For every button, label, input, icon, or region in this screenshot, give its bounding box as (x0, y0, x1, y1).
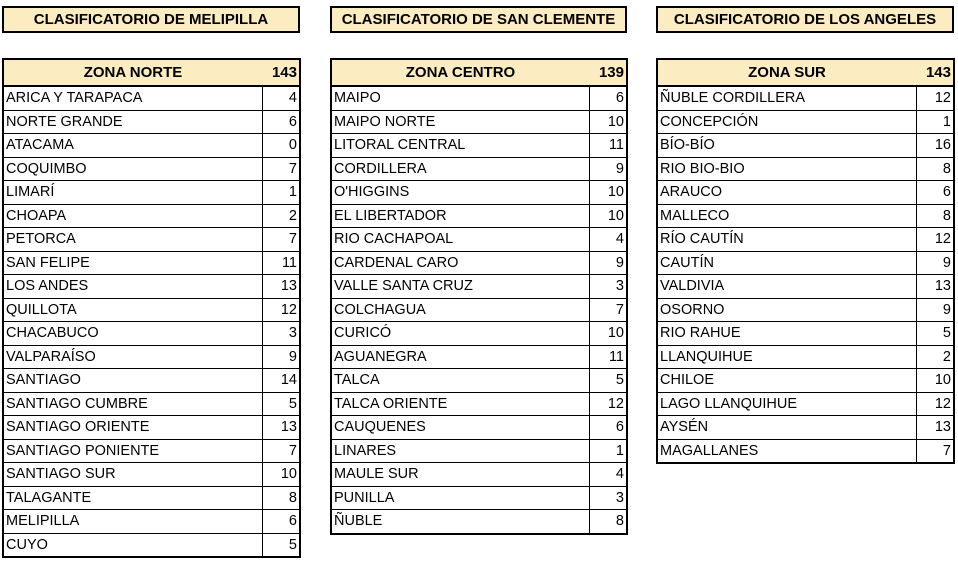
table-row (331, 181, 627, 205)
association-name: PUNILLA (331, 486, 589, 510)
association-name: COQUIMBO (3, 157, 262, 181)
association-count: 10 (262, 463, 300, 487)
association-name: RÍO CAUTÍN (657, 228, 916, 252)
table-row (657, 392, 954, 416)
association-name: VALLE SANTA CRUZ (331, 275, 589, 299)
table-row (657, 369, 954, 393)
table-row (657, 416, 954, 440)
table-row (657, 86, 954, 110)
association-count: 1 (589, 439, 627, 463)
association-count: 7 (262, 439, 300, 463)
association-name: CURICÓ (331, 322, 589, 346)
table-row (657, 322, 954, 346)
association-name: RIO CACHAPOAL (331, 228, 589, 252)
table-row (657, 134, 954, 158)
association-count: 14 (262, 369, 300, 393)
table-row (3, 110, 300, 134)
zone-table-sur (656, 58, 955, 464)
zone-header (3, 59, 300, 86)
table-row (331, 369, 627, 393)
title-los-angeles: CLASIFICATORIO DE LOS ANGELES (656, 6, 954, 33)
zone-table-norte (2, 58, 301, 558)
association-count: 10 (916, 369, 954, 393)
table-row (3, 392, 300, 416)
table-row (3, 369, 300, 393)
association-count: 3 (262, 322, 300, 346)
association-count: 5 (589, 369, 627, 393)
table-row (331, 416, 627, 440)
table-row (657, 110, 954, 134)
association-count: 5 (262, 533, 300, 557)
association-count: 12 (916, 228, 954, 252)
table-row (657, 275, 954, 299)
title-san-clemente: CLASIFICATORIO DE SAN CLEMENTE (330, 6, 627, 33)
association-name: OSORNO (657, 298, 916, 322)
association-count: 7 (589, 298, 627, 322)
table-row (3, 533, 300, 557)
association-count: 5 (262, 392, 300, 416)
association-name: SANTIAGO CUMBRE (3, 392, 262, 416)
association-count: 4 (589, 228, 627, 252)
association-count: 12 (916, 392, 954, 416)
association-name: MAIPO (331, 86, 589, 110)
association-count: 10 (589, 322, 627, 346)
association-count: 2 (916, 345, 954, 369)
association-name: TALCA (331, 369, 589, 393)
association-count: 11 (262, 251, 300, 275)
association-name: TALAGANTE (3, 486, 262, 510)
table-row (3, 251, 300, 275)
association-name: MAGALLANES (657, 439, 916, 463)
association-name: MALLECO (657, 204, 916, 228)
association-count: 9 (916, 298, 954, 322)
association-count: 6 (262, 110, 300, 134)
association-count: 9 (262, 345, 300, 369)
association-count: 6 (589, 416, 627, 440)
table-row (331, 251, 627, 275)
table-row (3, 204, 300, 228)
association-count: 13 (916, 275, 954, 299)
zone-name: ZONA NORTE (3, 59, 262, 86)
association-count: 8 (916, 204, 954, 228)
association-name: CAUTÍN (657, 251, 916, 275)
association-count: 12 (262, 298, 300, 322)
association-name: EL LIBERTADOR (331, 204, 589, 228)
association-count: 3 (589, 486, 627, 510)
table-row (657, 251, 954, 275)
association-count: 3 (589, 275, 627, 299)
table-row (3, 439, 300, 463)
association-count: 2 (262, 204, 300, 228)
association-name: VALPARAÍSO (3, 345, 262, 369)
association-name: ARAUCO (657, 181, 916, 205)
association-count: 12 (916, 86, 954, 110)
table-row (657, 439, 954, 463)
table-row (657, 157, 954, 181)
association-name: ÑUBLE (331, 510, 589, 534)
association-count: 13 (262, 416, 300, 440)
association-count: 6 (916, 181, 954, 205)
table-row (657, 228, 954, 252)
association-name: SANTIAGO ORIENTE (3, 416, 262, 440)
association-name: CARDENAL CARO (331, 251, 589, 275)
association-name: BÍO-BÍO (657, 134, 916, 158)
association-name: NORTE GRANDE (3, 110, 262, 134)
association-count: 1 (916, 110, 954, 134)
association-count: 5 (916, 322, 954, 346)
association-count: 8 (589, 510, 627, 534)
association-name: ÑUBLE CORDILLERA (657, 86, 916, 110)
table-row (3, 345, 300, 369)
title-melipilla: CLASIFICATORIO DE MELIPILLA (2, 6, 300, 33)
association-count: 11 (589, 134, 627, 158)
association-count: 13 (916, 416, 954, 440)
association-count: 4 (589, 463, 627, 487)
table-row (3, 275, 300, 299)
association-name: SANTIAGO SUR (3, 463, 262, 487)
association-name: CORDILLERA (331, 157, 589, 181)
table-row (331, 322, 627, 346)
association-name: SANTIAGO PONIENTE (3, 439, 262, 463)
table-row (3, 322, 300, 346)
table-row (3, 486, 300, 510)
association-count: 16 (916, 134, 954, 158)
association-count: 7 (262, 228, 300, 252)
table-row (331, 510, 627, 534)
table-row (3, 157, 300, 181)
association-count: 0 (262, 134, 300, 158)
association-name: COLCHAGUA (331, 298, 589, 322)
table-row (331, 86, 627, 110)
association-name: CHILOE (657, 369, 916, 393)
table-row (331, 228, 627, 252)
table-row (3, 86, 300, 110)
zone-header (331, 59, 627, 86)
table-row (3, 181, 300, 205)
association-name: SANTIAGO (3, 369, 262, 393)
association-count: 9 (589, 157, 627, 181)
association-count: 10 (589, 110, 627, 134)
association-count: 10 (589, 204, 627, 228)
association-name: MAIPO NORTE (331, 110, 589, 134)
association-name: TALCA ORIENTE (331, 392, 589, 416)
association-count: 7 (916, 439, 954, 463)
table-row (331, 439, 627, 463)
association-name: RIO BIO-BIO (657, 157, 916, 181)
zone-total: 139 (589, 59, 627, 86)
association-count: 6 (262, 510, 300, 534)
association-name: LIMARÍ (3, 181, 262, 205)
association-name: CUYO (3, 533, 262, 557)
association-name: LAGO LLANQUIHUE (657, 392, 916, 416)
table-row (331, 275, 627, 299)
association-name: LINARES (331, 439, 589, 463)
association-name: CAUQUENES (331, 416, 589, 440)
table-row (331, 463, 627, 487)
association-name: O'HIGGINS (331, 181, 589, 205)
association-name: ARICA Y TARAPACA (3, 86, 262, 110)
table-row (3, 463, 300, 487)
zone-name: ZONA CENTRO (331, 59, 589, 86)
zone-table-centro (330, 58, 628, 535)
association-name: VALDIVIA (657, 275, 916, 299)
association-name: MELIPILLA (3, 510, 262, 534)
table-row (3, 416, 300, 440)
zone-total: 143 (916, 59, 954, 86)
table-row (331, 157, 627, 181)
association-name: ATACAMA (3, 134, 262, 158)
table-row (331, 345, 627, 369)
association-count: 13 (262, 275, 300, 299)
association-count: 11 (589, 345, 627, 369)
association-count: 10 (589, 181, 627, 205)
association-name: QUILLOTA (3, 298, 262, 322)
table-row (657, 345, 954, 369)
zone-name: ZONA SUR (657, 59, 916, 86)
table-row (331, 110, 627, 134)
association-name: RIO RAHUE (657, 322, 916, 346)
association-count: 1 (262, 181, 300, 205)
association-name: LLANQUIHUE (657, 345, 916, 369)
association-name: CONCEPCIÓN (657, 110, 916, 134)
table-row (3, 510, 300, 534)
table-row (3, 134, 300, 158)
table-row (657, 204, 954, 228)
association-name: LITORAL CENTRAL (331, 134, 589, 158)
table-row (331, 204, 627, 228)
table-row (331, 486, 627, 510)
zone-total: 143 (262, 59, 300, 86)
table-row (331, 392, 627, 416)
table-row (331, 134, 627, 158)
association-count: 9 (589, 251, 627, 275)
association-name: LOS ANDES (3, 275, 262, 299)
association-count: 8 (262, 486, 300, 510)
table-row (3, 228, 300, 252)
association-name: PETORCA (3, 228, 262, 252)
association-name: CHACABUCO (3, 322, 262, 346)
association-count: 4 (262, 86, 300, 110)
association-name: AYSÉN (657, 416, 916, 440)
association-name: AGUANEGRA (331, 345, 589, 369)
association-count: 12 (589, 392, 627, 416)
association-count: 6 (589, 86, 627, 110)
association-count: 7 (262, 157, 300, 181)
association-name: CHOAPA (3, 204, 262, 228)
table-row (3, 298, 300, 322)
association-name: MAULE SUR (331, 463, 589, 487)
association-name: SAN FELIPE (3, 251, 262, 275)
zone-header (657, 59, 954, 86)
association-count: 8 (916, 157, 954, 181)
table-row (657, 298, 954, 322)
table-row (331, 298, 627, 322)
association-count: 9 (916, 251, 954, 275)
table-row (657, 181, 954, 205)
